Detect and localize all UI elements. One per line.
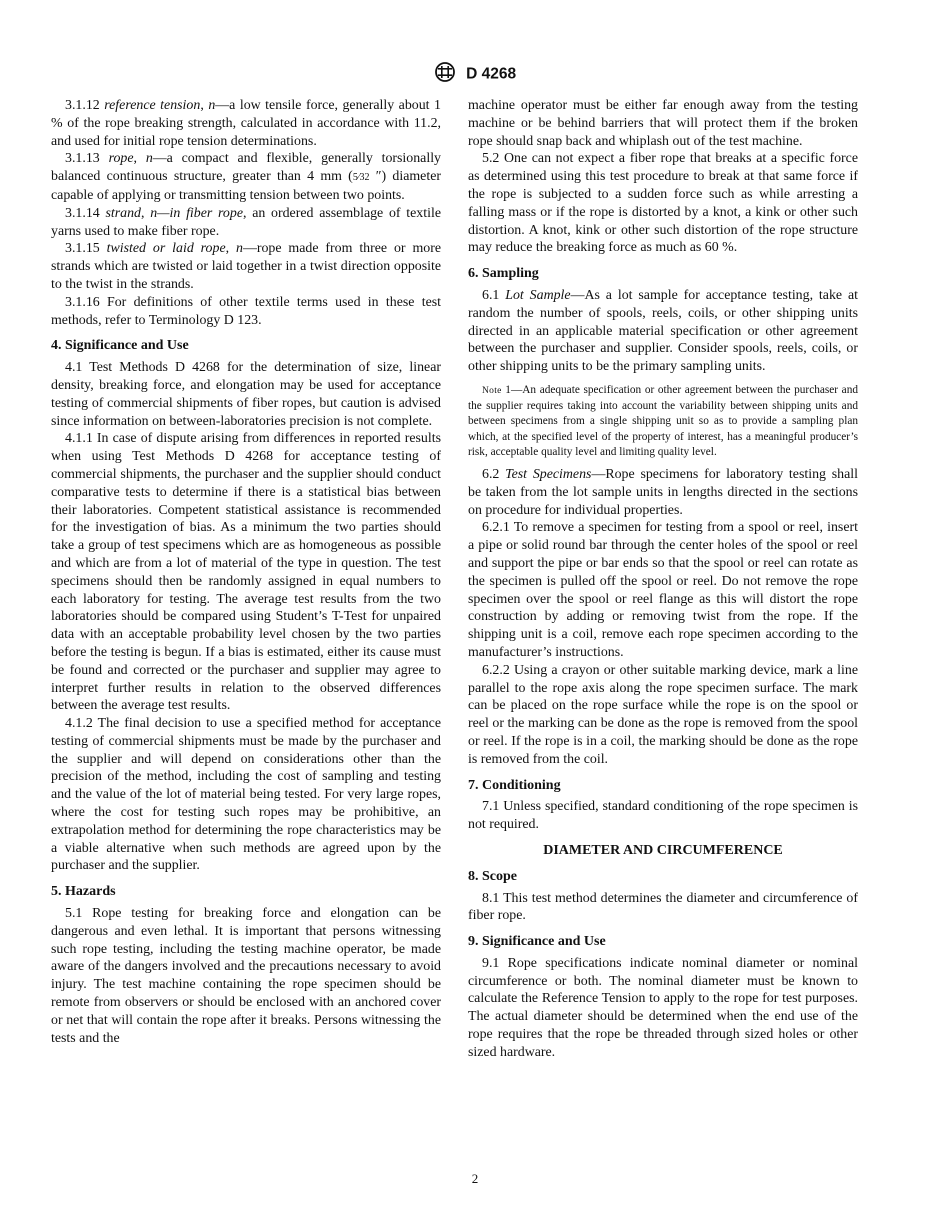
page-number: 2	[471, 1171, 479, 1186]
paragraph-4-1: 4.1 Test Methods D 4268 for the determination of size, linear density, breaking force, and elongation may be used for acceptance testing of commercial shipments of fiber ropes, but caution is advised since information on between-laboratories precision is not complete.	[51, 360, 441, 429]
section-heading-9: 9. Significance and Use	[468, 934, 606, 950]
section-heading-6: 6. Sampling	[468, 266, 539, 282]
section-heading-8: 8. Scope	[468, 868, 517, 884]
note-1: Note 1—An adequate specification or other agreement between the purchaser and the supplier requires taking into account the variability between shipping units and between specimens from a single shipping unit so as to provide a sampling plan which, at the specified level of the property of interest, has a meaningful producer’s risk, acceptable quality level and limiting quality level.	[468, 383, 858, 458]
designation: D 4268	[466, 65, 517, 83]
paragraph-6-2: 6.2 Test Specimens—Rope specimens for laboratory testing shall be taken from the lot sample units in lengths directed in the sections on procedure for individual properties.	[468, 466, 858, 518]
paragraph-5-2: 5.2 One can not expect a fiber rope that breaks at a specific force as determined using this test procedure to break at that same force if the rope is subjected to a sudden force such as while arresting a falling mass or if the rope is distorted by a knot, a kink or other such distortion. A knot, kink or other such distortion of the rope structure may reduce the breaking force as much as 60 %.	[468, 151, 858, 256]
astm-logo-icon	[434, 62, 456, 87]
paragraph-4-1-1: 4.1.1 In case of dispute arising from differences in reported results when using Test Methods D 4268 for acceptance testing of commercial shipments, the purchaser and the supplier should conduct comparative tests to determine if there is a statistical bias between their laboratories. Competent statistical assistance is recommended for the investigation of bias. As a minimum the two parties should take a group of test specimens which are as homogeneous as possible and which are from a lot of material of the type in question. The test specimens should then be randomly assigned in equal numbers to each laboratory for testing. The average test results from the two laboratories should be compared using Student’s T-Test for unpaired data with an acceptable probability level chosen by the two parties before the testing is begun. If a bias is estimated, either its cause must be found and corrected or the purchaser and supplier may agree to interpret further results in relation to the observed differences between the average test results.	[51, 431, 441, 714]
section-heading-4: 4. Significance and Use	[51, 338, 189, 354]
paragraph-9-1: 9.1 Rope specifications indicate nominal diameter or nominal circumference or both. The nominal diameter must be known to calculate the Reference Tension to apply to the rope for test purposes. The actual diameter should be determined when the end use of the rope requires that the rope be threaded through sized holes or other sized hardware.	[468, 955, 858, 1060]
paragraph-3-1-13: 3.1.13 rope, n—a compact and flexible, generally torsionally balanced continuous structure, greater than 4 mm (5⁄32 ″) diameter capable of applying or transmitting tension between two points.	[51, 151, 441, 203]
left-column	[51, 97, 441, 1047]
paragraph-3-1-15: 3.1.15 twisted or laid rope, n—rope made from three or more strands which are twisted or laid together in a twist direction opposite to the twist in the strands.	[51, 241, 441, 292]
paragraph-6-2-1: 6.2.1 To remove a specimen for testing from a spool or reel, insert a pipe or solid round bar through the center holes of the spool or reel and support the pipe or bar ends so that the spool or reel can rotate as the specimen is pulled off the spool or reel. Do not remove the rope specimen over the spool or reel flange as this will distort the rope construction by adding or removing twist from the rope. If the shipping unit is a coil, remove each rope specimen according to the manufacturer’s instructions.	[468, 520, 858, 660]
paragraph-3-1-12: 3.1.12 reference tension, n—a low tensile force, generally about 1 % of the rope breaking strength, calculated in accordance with 11.2, and used for initial rope tension determinations.	[51, 98, 441, 149]
right-column	[468, 97, 858, 1062]
paragraph-6-2-2: 6.2.2 Using a crayon or other suitable marking device, mark a line parallel to the rope axis along the rope specimen surface. The mark can be placed on the rope surface while the rope is on the spool or reel or the marking can be done as the rope is removed from the spool or reel. If the rope is in a coil, the marking should be done as the rope is removed from the coil.	[468, 662, 858, 767]
paragraph-3-1-16: 3.1.16 For definitions of other textile terms used in these test methods, refer to Terminology D 123.	[51, 294, 441, 328]
paragraph-5-1: 5.1 Rope testing for breaking force and elongation can be dangerous and even lethal. It is important that persons witnessing such rope testing, including the testing machine operator, be made aware of the dangers involved and the precautions necessary to avoid injury. The test machine containing the rope specimen should be remote from observers or should be enclosed with an anchored cover or net that will contain the rope after it breaks. Persons witnessing the tests and the	[51, 906, 441, 1046]
section-heading-5: 5. Hazards	[51, 884, 116, 900]
section-heading-7: 7. Conditioning	[468, 777, 561, 793]
part-heading-diameter-circumference: DIAMETER AND CIRCUMFERENCE	[543, 842, 783, 858]
paragraph-5-1-continued: machine operator must be either far enough away from the testing machine or be behind barriers that will protect them if the broken rope should snap back and whiplash out of the test machine.	[468, 98, 858, 149]
page-header	[0, 62, 950, 87]
paragraph-7-1: 7.1 Unless specified, standard conditioning of the rope specimen is not required.	[468, 799, 858, 833]
paragraph-4-1-2: 4.1.2 The final decision to use a specified method for acceptance testing of commercial shipments must be made by the purchaser and the supplier and will depend on considerations other than the precision of the method, including the cost of sampling and testing and the value of the lot of material being tested. For very large ropes, where the cost for testing such ropes may be prohibitive, an extrapolation method for determining the rope characteristics may be a viable alternative when such methods are agreed upon by the purchaser and the supplier.	[51, 716, 441, 874]
paragraph-6-1: 6.1 Lot Sample—As a lot sample for acceptance testing, take at random the number of spools, reels, coils, or other shipping units directed in an applicable material specification or other agreement between the purchaser and supplier. Consider spools, reels, coils, or other shipping units to be the primary sampling units.	[468, 287, 858, 375]
paragraph-8-1: 8.1 This test method determines the diameter and circumference of fiber rope.	[468, 890, 858, 924]
paragraph-3-1-14: 3.1.14 strand, n—in fiber rope, an ordered assemblage of textile yarns used to make fiber rope.	[51, 205, 441, 239]
